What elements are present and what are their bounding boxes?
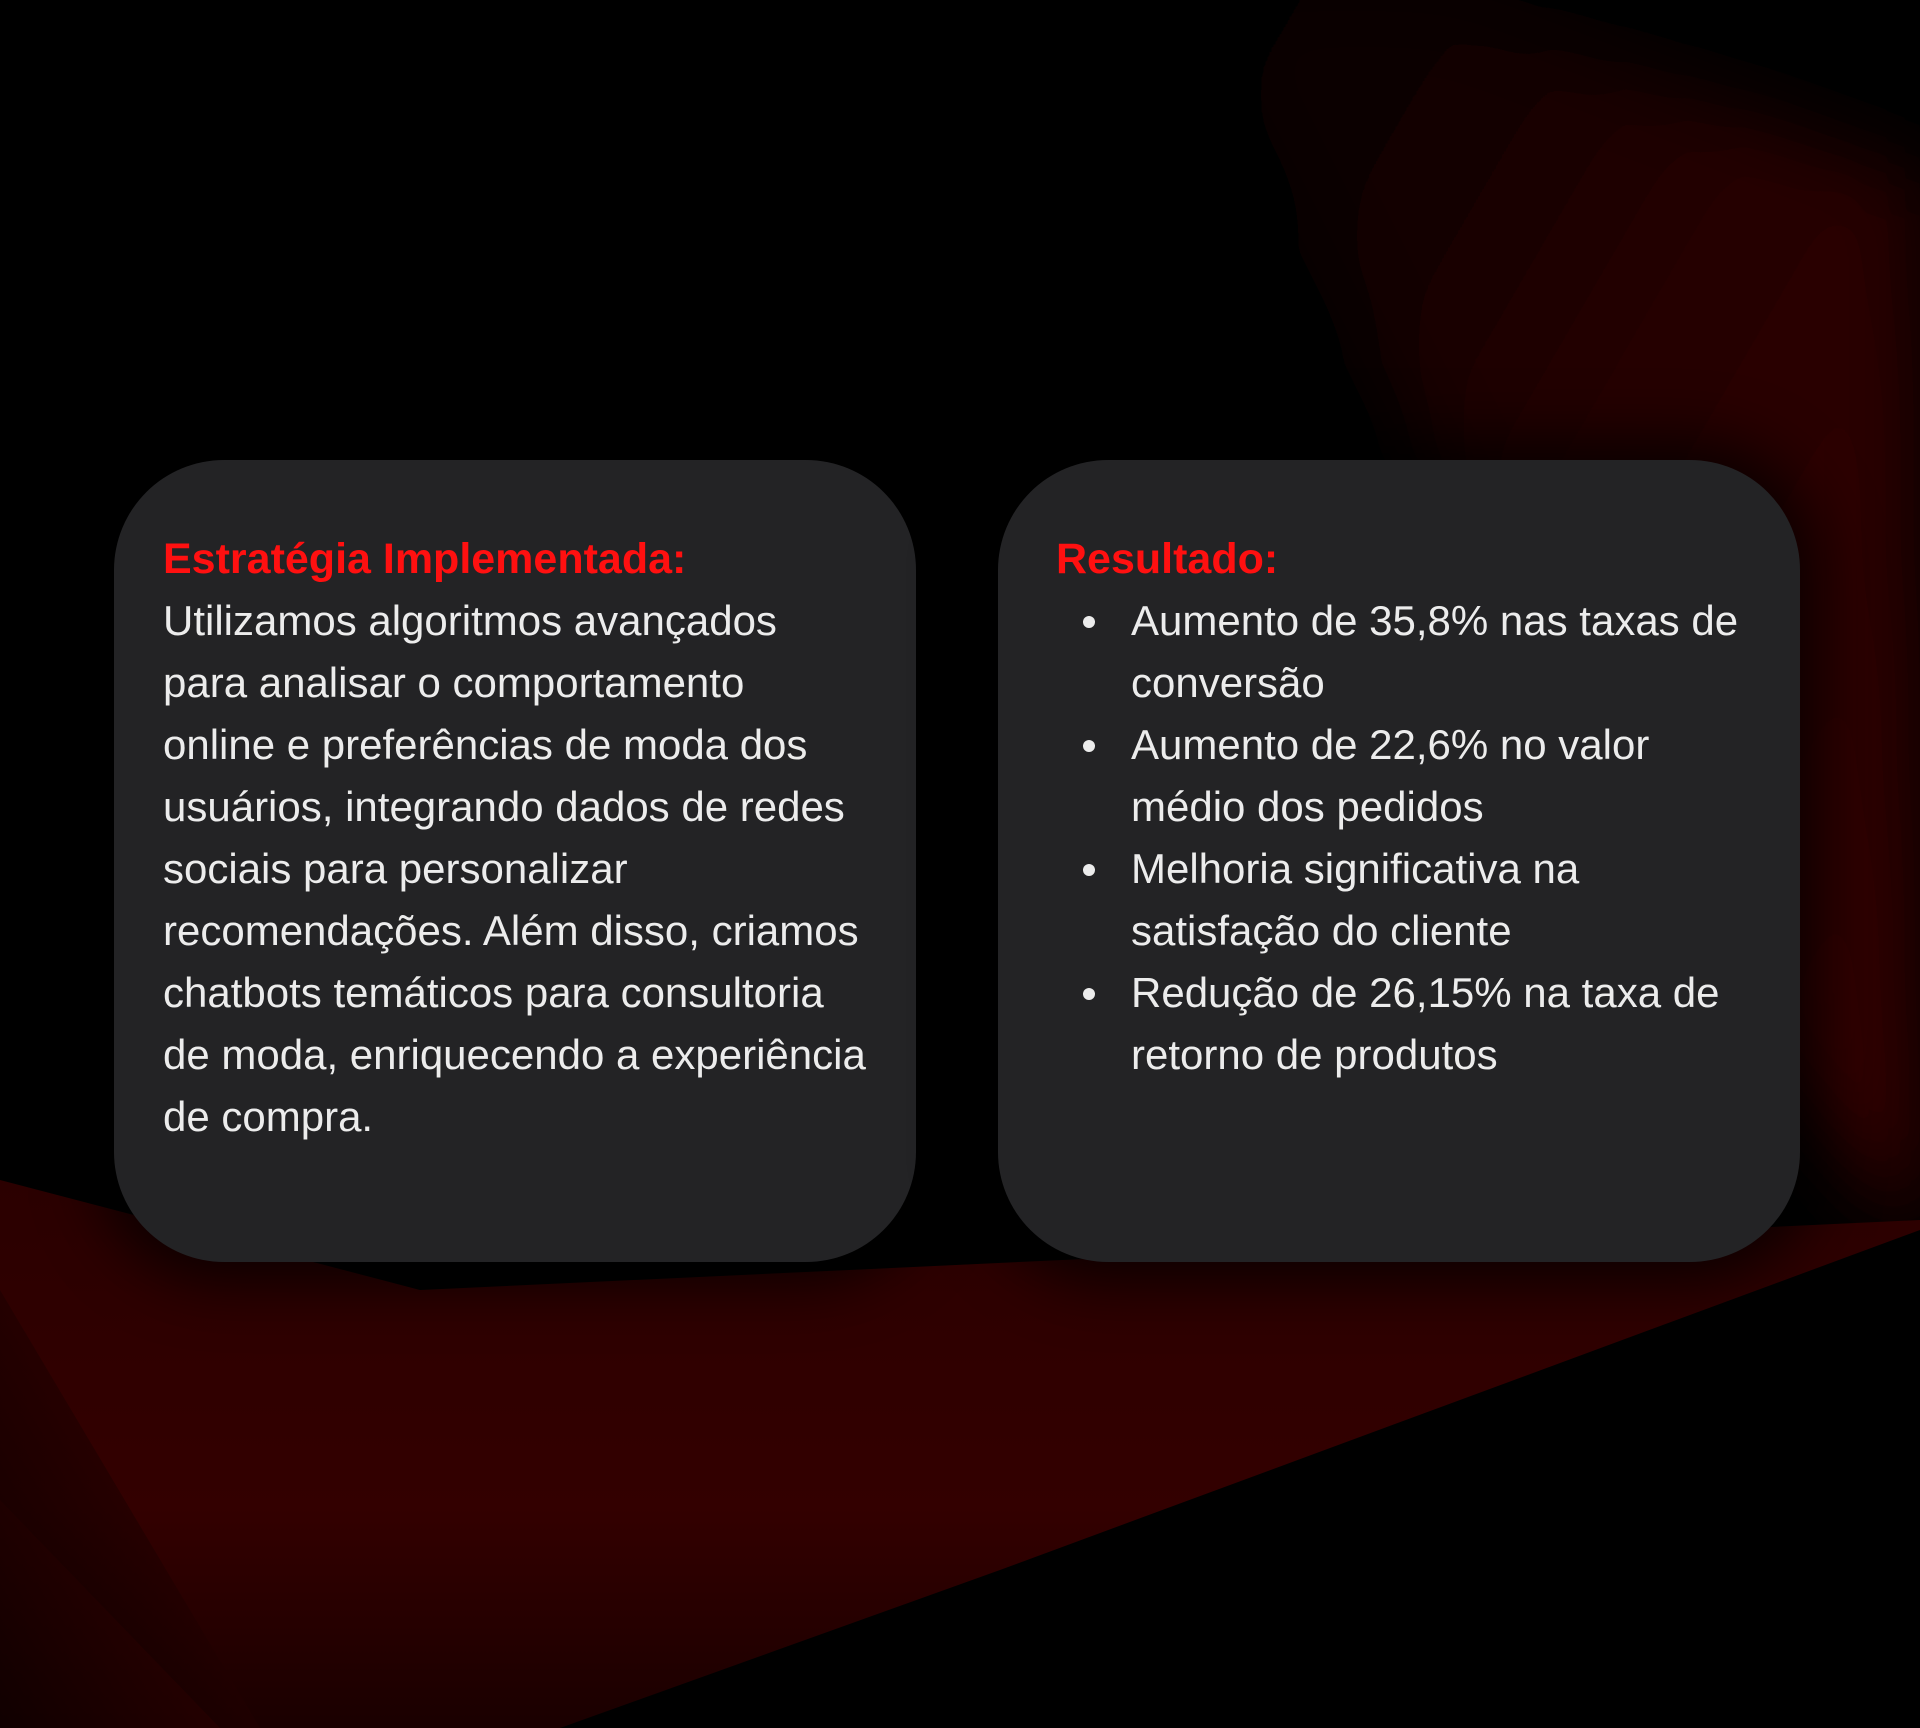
list-item	[1056, 962, 1752, 1086]
strategy-title: Estratégia Implementada:	[163, 535, 687, 583]
bullet-icon	[1083, 616, 1095, 628]
list-item-text: Redução de 26,15% na taxa de retorno de produtos	[1131, 969, 1720, 1078]
list-item-text: Aumento de 22,6% no valor médio dos pedidos	[1131, 721, 1650, 830]
strategy-card	[114, 460, 916, 1262]
result-title: Resultado:	[1056, 535, 1279, 583]
list-item	[1056, 714, 1752, 838]
bullet-icon	[1083, 864, 1095, 876]
result-card	[998, 460, 1800, 1262]
result-list	[1056, 590, 1752, 1086]
bullet-icon	[1083, 740, 1095, 752]
bullet-icon	[1083, 988, 1095, 1000]
list-item-text: Melhoria significativa na satisfação do cliente	[1131, 845, 1580, 954]
strategy-description: Utilizamos algoritmos avançados para analisar o comportamento online e preferências de moda dos usuários, integrando dados de redes sociais para personalizar recomendações. Além disso, criamos chatbots temáticos para consultoria de moda, enriquecendo a experiência de compra.	[163, 597, 866, 1140]
list-item	[1056, 590, 1752, 714]
list-item-text: Aumento de 35,8% nas taxas de conversão	[1131, 597, 1739, 706]
list-item	[1056, 838, 1752, 962]
